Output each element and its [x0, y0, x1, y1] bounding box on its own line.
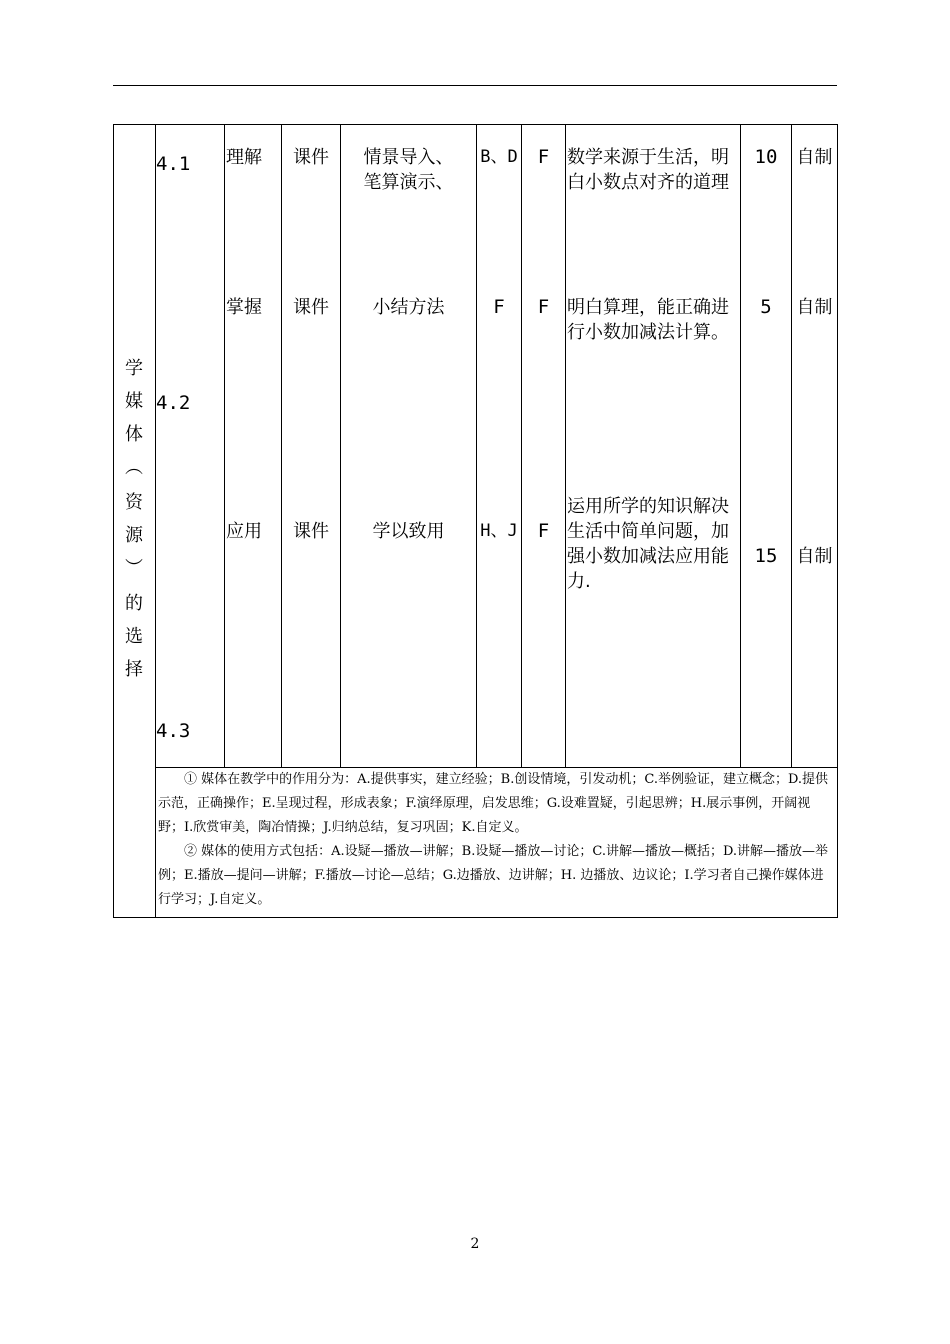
- method-text: F: [537, 296, 550, 318]
- role-text: F: [493, 296, 505, 318]
- role-text: B、D: [480, 147, 518, 167]
- content-text: 学以致用: [372, 521, 445, 542]
- level-text: 理解: [226, 147, 262, 168]
- level-cell: [224, 124, 282, 768]
- time-text: 5: [760, 296, 772, 318]
- role-cell: [476, 124, 522, 768]
- media-text: 课件: [293, 521, 329, 542]
- media-text: 课件: [293, 297, 329, 318]
- time-text: 15: [754, 545, 778, 567]
- time-cell: [740, 124, 792, 768]
- objective-4-2: 4.2: [156, 392, 191, 414]
- effect-text: 运用所学的知识解决: [567, 496, 729, 517]
- content-text: 小结方法: [372, 297, 445, 318]
- source-text: 自制: [796, 546, 833, 567]
- source-text: 自制: [796, 297, 833, 318]
- content-cell: [340, 124, 477, 768]
- content-text: 笔算演示、: [363, 172, 454, 193]
- effect-text: 行小数加减法计算。: [567, 322, 729, 343]
- level-text: 应用: [226, 521, 262, 542]
- objective-4-3: 4.3: [156, 720, 191, 742]
- effect-text: 数学来源于生活，明: [567, 147, 729, 168]
- method-text: F: [537, 520, 550, 542]
- effect-text: 明白算理，能正确进: [567, 297, 729, 318]
- notes: [158, 768, 836, 912]
- effect-text: 生活中简单问题，加: [567, 521, 729, 542]
- media-text: 课件: [293, 147, 329, 168]
- effect-text: 力.: [567, 571, 591, 592]
- page-number: 2: [470, 1236, 480, 1252]
- media-cell: [281, 124, 341, 768]
- effect-text: 白小数点对齐的道理: [567, 172, 729, 193]
- source-cell: [791, 124, 838, 768]
- role-text: H、J: [480, 521, 518, 541]
- effect-cell: [565, 124, 741, 768]
- effect-text: 强小数加减法应用能: [567, 546, 729, 567]
- note-media-roles: ① 媒体在教学中的作用分为：A.提供事实，建立经验；B.创设情境，引发动机；C.举例验证，建立概念；D.提供示范，正确操作；E.呈现过程，形成表象；F.演绎原理，启发思维；G.设难置疑，引起思辨；H.展示事例，开阔视野；I.欣赏审美，陶冶情操；J.归纳总结，复习巩固；K.自定义。: [158, 772, 829, 835]
- note-media-methods: ② 媒体的使用方式包括：A.设疑—播放—讲解；B.设疑—播放—讨论；C.讲解—播放—概括；D.讲解—播放—举例；E.播放—提问—讲解；F.播放—讨论—总结；G.边播放、边讲解；H. 边播放、边议论；I.学习者自己操作媒体进行学习；J.自定义。: [158, 844, 829, 907]
- level-text: 掌握: [226, 297, 262, 318]
- time-text: 10: [754, 146, 778, 168]
- method-cell: [521, 124, 566, 768]
- content-text: 情景导入、: [363, 147, 454, 168]
- objective-cell: [155, 124, 225, 768]
- objective-4-1: 4.1: [156, 153, 191, 175]
- method-text: F: [537, 146, 550, 168]
- header-rule: [113, 85, 837, 86]
- source-text: 自制: [796, 147, 833, 168]
